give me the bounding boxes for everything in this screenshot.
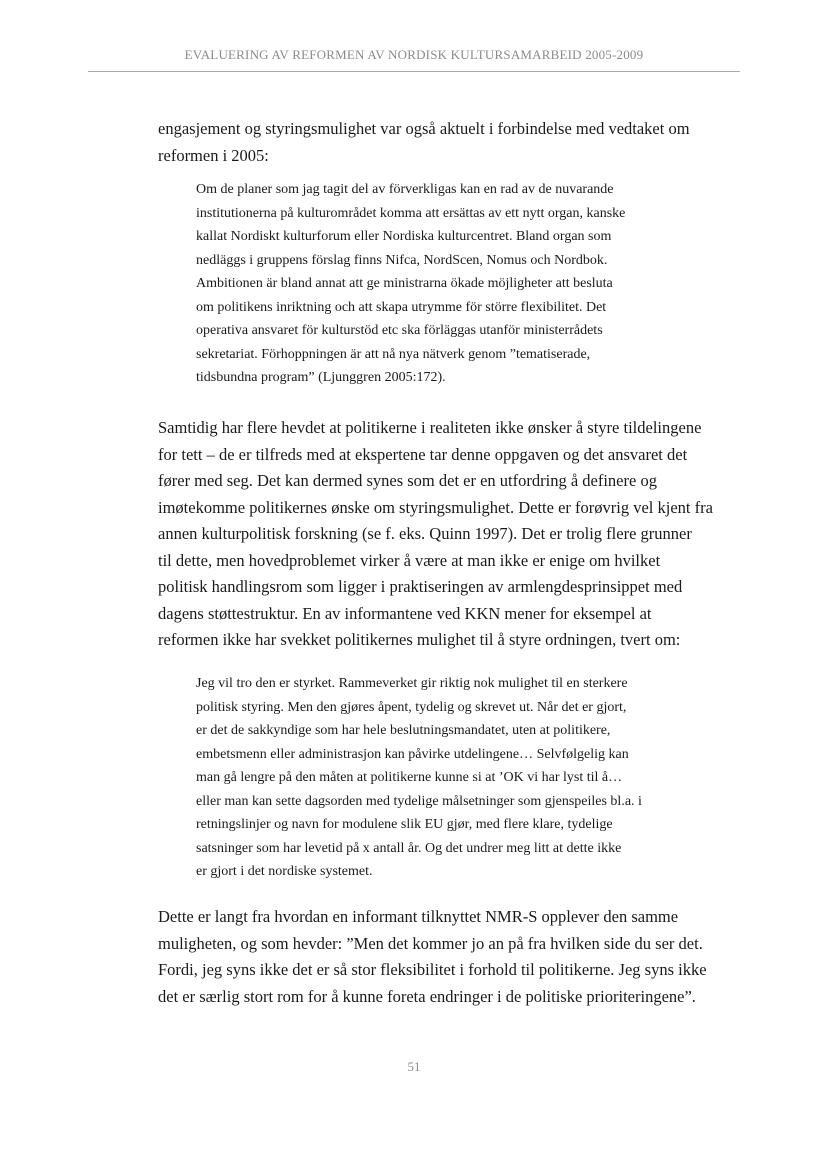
text-line: til dette, men hovedproblemet virker å være at man ikke er enige om hvilket bbox=[158, 550, 661, 570]
body-paragraph-intro bbox=[158, 116, 690, 169]
text-line: muligheten, og som hevder: ”Men det kommer jo an på fra hvilken side du ser det. bbox=[158, 933, 703, 953]
quote-line: er det de sakkyndige som har hele beslutningsmandatet, uten at politikere, bbox=[196, 723, 611, 738]
quote-line: Om de planer som jag tagit del av förverkligas kan en rad av de nuvarande bbox=[196, 182, 614, 197]
quote-line: er gjort i det nordiske systemet. bbox=[196, 864, 373, 879]
body-paragraph-politicians bbox=[158, 415, 713, 654]
text-line: politisk handlingsrom som ligger i praktiseringen av armlengdesprinsippet med bbox=[158, 577, 683, 596]
quote-line: tidsbundna program” (Ljunggren 2005:172). bbox=[196, 370, 446, 385]
quote-line: Ambitionen är bland annat att ge ministrarna ökade möjligheter att besluta bbox=[196, 276, 613, 291]
quote-line: sekretariat. Förhoppningen är att nå nya nätverk genom ”tematiserade, bbox=[196, 346, 591, 362]
quote-line: eller man kan sette dagsorden med tydelige målsetninger som gjenspeiles bl.a. i bbox=[196, 793, 642, 809]
body-paragraph-nmr-s bbox=[158, 904, 707, 1010]
header-divider bbox=[88, 71, 740, 72]
text-line: Fordi, jeg syns ikke det er så stor fleksibilitet i forhold til politikerne. Jeg syns ikke bbox=[158, 960, 707, 979]
quote-line: politisk styring. Men den gjøres åpent, tydelig og skrevet ut. Når det er gjort, bbox=[196, 699, 627, 715]
quote-line: man gå lengre på den måten at politikerne kunne si at ’OK vi har lyst til å… bbox=[196, 770, 623, 785]
quote-line: retningslinjer og navn for modulene slik EU gjør, med flere klare, tydelige bbox=[196, 817, 613, 832]
quote-line: embetsmenn eller administrasjon kan påvirke utdelingene… Selvfølgelig kan bbox=[196, 746, 629, 762]
running-header: EVALUERING AV REFORMEN AV NORDISK KULTURSAMARBEID 2005-2009 bbox=[184, 47, 644, 62]
text-line: imøtekomme politikernes ønske om styringsmulighet. Dette er forøvrig vel kjent fra bbox=[158, 497, 713, 517]
quote-line: om politikens inriktning och att skapa utrymme för större flexibilitet. Det bbox=[196, 299, 607, 315]
text-line: det er særlig stort rom for å kunne foreta endringer i de politiske prioriteringene”. bbox=[158, 986, 696, 1006]
text-line: engasjement og styringsmulighet var også aktuelt i forbindelse med vedtaket om bbox=[158, 119, 690, 138]
text-line: Dette er langt fra hvordan en informant tilknyttet NMR-S opplever den samme bbox=[158, 907, 679, 926]
quote-line: operativa ansvaret för kulturstöd etc ska förläggas utanför ministerrådets bbox=[196, 323, 603, 338]
quote-line: kallat Nordiskt kulturforum eller Nordiska kulturcentret. Bland organ som bbox=[196, 229, 612, 244]
page-number: 51 bbox=[407, 1059, 421, 1074]
quote-line: nedläggs i gruppens förslag finns Nifca, NordScen, Nomus och Nordbok. bbox=[196, 252, 608, 268]
quote-line: institutionerna på kulturområdet komma att ersättas av ett nytt organ, kanske bbox=[196, 205, 626, 221]
block-quote-informant bbox=[196, 672, 642, 884]
text-line: Samtidig har flere hevdet at politikerne i realiteten ikke ønsker å styre tildelingene bbox=[158, 418, 702, 437]
text-line: dagens støttestruktur. En av informantene ved KKN mener for eksempel at bbox=[158, 603, 652, 623]
text-line: reformen i 2005: bbox=[158, 145, 269, 165]
quote-line: Jeg vil tro den er styrket. Rammeverket gir riktig nok mulighet til en sterkere bbox=[196, 676, 628, 691]
block-quote-ljunggren bbox=[196, 178, 625, 390]
text-line: for tett – de er tilfreds med at ekspertene tar denne oppgaven og det ansvaret det bbox=[158, 444, 688, 464]
text-line: reformen ikke har svekket politikernes mulighet til å styre ordningen, tvert om: bbox=[158, 630, 681, 649]
text-line: annen kulturpolitisk forskning (se f. eks. Quinn 1997). Det er trolig flere grunner bbox=[158, 524, 692, 543]
quote-line: satsninger som har levetid på x antall år. Og det undrer meg litt at dette ikke bbox=[196, 840, 622, 856]
text-line: fører med seg. Det kan dermed synes som det er en utfordring å definere og bbox=[158, 471, 657, 490]
